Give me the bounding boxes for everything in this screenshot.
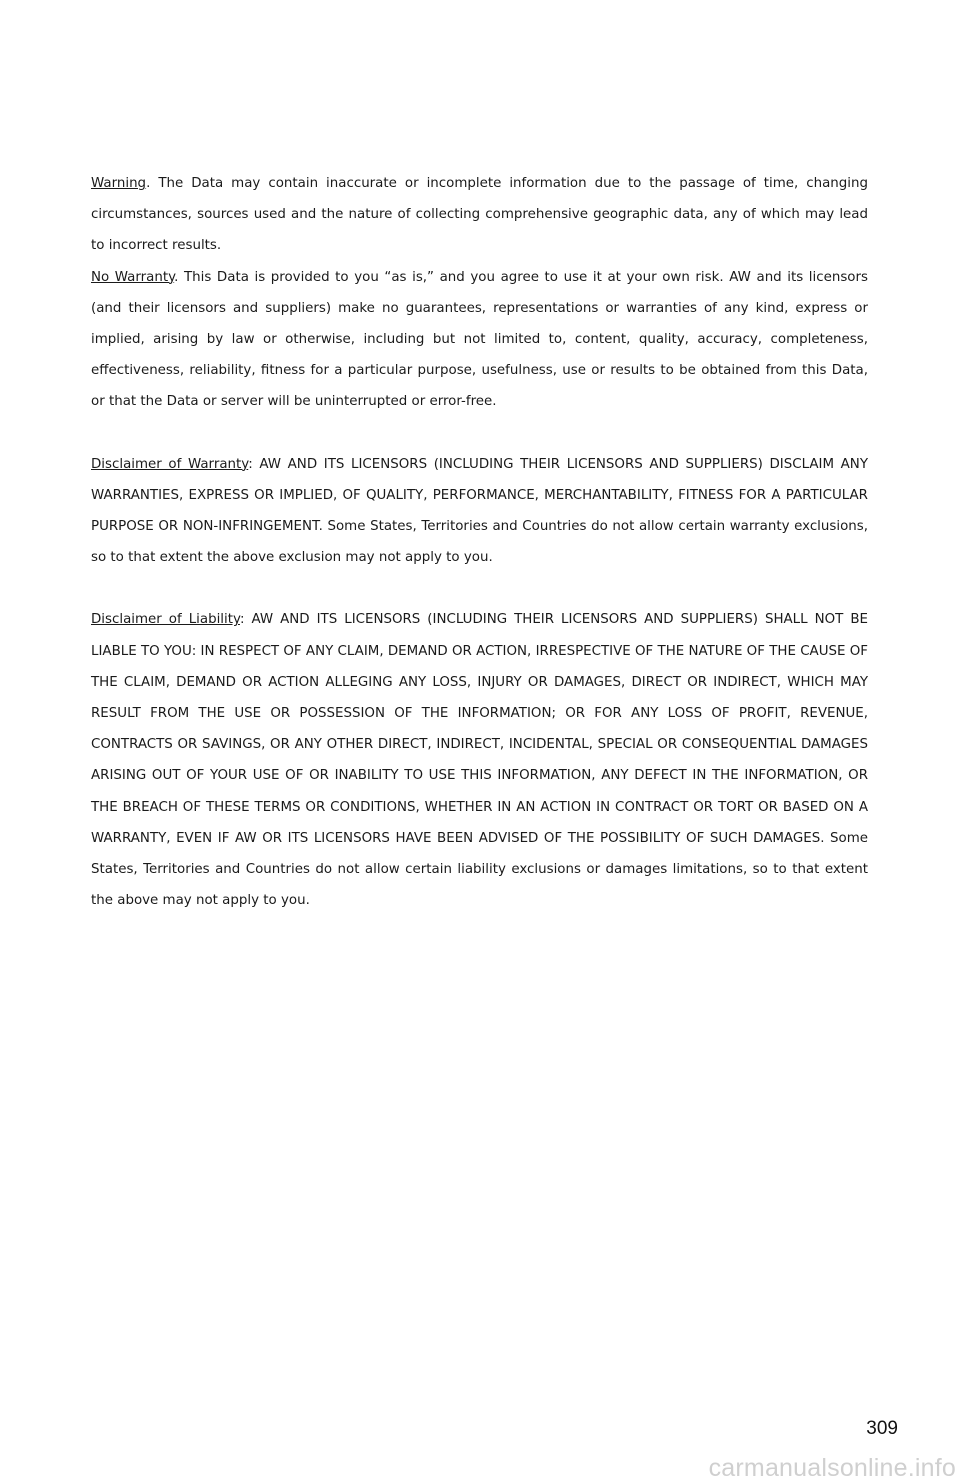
warning-paragraph xyxy=(91,168,868,262)
page-number: 309 xyxy=(866,1418,898,1439)
disclaimer-of-liability-text: : AW AND ITS LICENSORS (INCLUDING THEIR LICENSORS AND SUPPLIERS) SHALL NOT BE LIABLE TO YOU: IN RESPECT OF ANY CLAIM, DEMAND OR ACTION, IRRESPECTIVE OF THE NATURE OF THE CAUSE OF THE CLAIM, DEMAND OR ACTION ALLEGING ANY LOSS, INJURY OR DAMAGES, DIRECT OR INDIRECT, WHICH MAY RESULT FROM THE USE OR POSSESSION OF THE INFORMATION; OR FOR ANY LOSS OF PROFIT, REVENUE, CONTRACTS OR SAVINGS, OR ANY OTHER DIRECT, INDIRECT, INCIDENTAL, SPECIAL OR CONSEQUENTIAL DAMAGES ARISING OUT OF YOUR USE OF OR INABILITY TO USE THIS INFORMATION, ANY DEFECT IN THE INFORMATION, OR THE BREACH OF THESE TERMS OR CONDITIONS, WHETHER IN AN ACTION IN CONTRACT OR TORT OR BASED ON A WARRANTY, EVEN IF AW OR ITS LICENSORS HAVE BEEN ADVISED OF THE POSSIBILITY OF SUCH DAMAGES. Some States, Territories and Countries do not allow certain liability exclusions or damages limitations, so to that extent the above may not apply to you. xyxy=(91,612,868,909)
disclaimer-of-warranty-heading: Disclaimer of Warranty xyxy=(91,456,249,472)
warning-heading: Warning xyxy=(91,176,147,191)
no-warranty-paragraph xyxy=(91,262,868,418)
no-warranty-heading: No Warranty xyxy=(91,269,175,285)
page-content xyxy=(91,168,868,916)
disclaimer-of-warranty-paragraph xyxy=(91,449,868,574)
watermark: carmanualsonline.info xyxy=(708,1454,956,1482)
disclaimer-of-liability-heading: Disclaimer of Liability xyxy=(91,612,240,628)
warning-text: . The Data may contain inaccurate or incomplete information due to the passage of time, changing circumstances, sources used and the nature of collecting comprehensive geographic data, any of which may lead to incorrect results. xyxy=(91,176,868,254)
disclaimer-of-liability-paragraph xyxy=(91,604,868,916)
no-warranty-text: . This Data is provided to you “as is,” and you agree to use it at your own risk. AW and its licensors (and their licensors and suppliers) make no guarantees, representations or warranties of any kind, express or implied, arising by law or otherwise, including but not limited to, content, quality, accuracy, completeness, effectiveness, reliability, fitness for a particular purpose, usefulness, use or results to be obtained from this Data, or that the Data or server will be uninterrupted or error-free. xyxy=(91,269,868,410)
disclaimer-of-warranty-text: : AW AND ITS LICENSORS (INCLUDING THEIR LICENSORS AND SUPPLIERS) DISCLAIM ANY WARRANTIES, EXPRESS OR IMPLIED, OF QUALITY, PERFORMANCE, MERCHANTABILITY, FITNESS FOR A PARTICULAR PURPOSE OR NON-INFRINGEMENT. Some States, Territories and Countries do not allow certain warranty exclusions, so to that extent the above exclusion may not apply to you. xyxy=(91,456,869,566)
